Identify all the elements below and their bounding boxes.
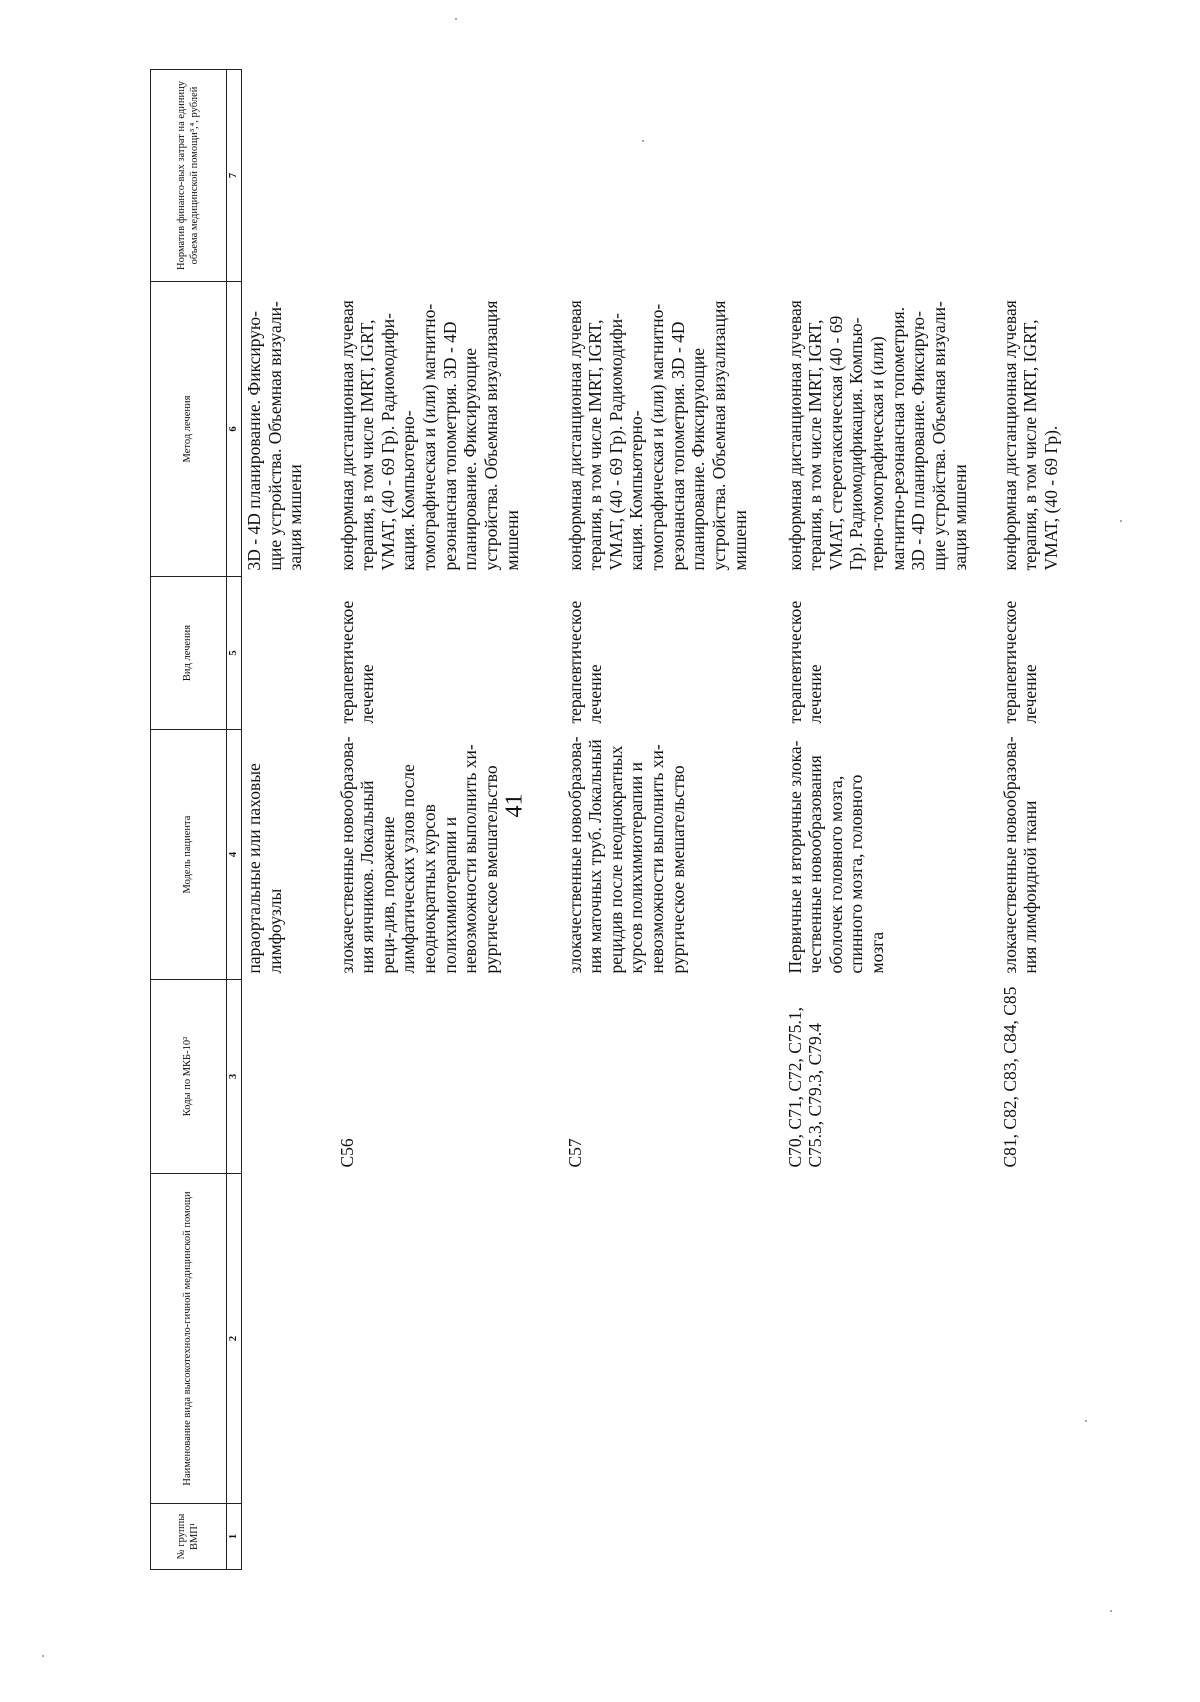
column-number-1: 1 [227, 1504, 242, 1570]
cell-icd-codes: C56 [336, 1138, 357, 1168]
column-number-5: 5 [227, 577, 242, 730]
cell-group-number [997, 1504, 1087, 1570]
cell-vmp-name [997, 1174, 1087, 1504]
column-number-2: 2 [227, 1174, 242, 1504]
cell-treatment-type: терапевтическое лечение [784, 600, 826, 724]
cell-patient-model: злокачественные новообразова-ния яичников. Локальный реци-див, поражение лимфатических узлов после неоднократных курсов полихимиотерапии и невозможности выполнить хи-рургическое вмешательство [336, 736, 502, 974]
cell-treatment-method: 3D - 4D планирование. Фиксирую-щие устройства. Объемная визуали-зация мишени [244, 301, 306, 571]
header-treatment-method: Метод лечения [151, 282, 227, 577]
table-row [782, 70, 997, 1570]
cell-treatment-method: конформная дистанционная лучевая терапия, в том числе IMRT, IGRT, VMAT, (40 - 69 Гр). [999, 300, 1061, 571]
column-number-4: 4 [227, 730, 242, 980]
column-number-row [227, 70, 242, 1570]
treatment-norms-table [150, 69, 1087, 1570]
cell-cost-norm [242, 70, 334, 282]
column-number-7: 7 [227, 70, 242, 282]
cell-treatment-method: конформная дистанционная лучевая терапия, в том числе IMRT, IGRT, VMAT, (40 - 69 Гр). Радиомодифи-кация. Компьютерно-томографическая и (или) магнитно-резонансная топометрия. 3D - 4D планирование. Фиксирующие устройства. Объемная визуализация мишени [336, 300, 522, 571]
scan-speck [1085, 1420, 1087, 1422]
header-vmp-name: Наименование вида высокотехноло-гичной медицинской помощи [151, 1174, 227, 1504]
scan-speck [1110, 1610, 1112, 1612]
table-row [334, 70, 562, 1570]
page-number-text: 41 [501, 793, 528, 817]
cell-patient-model: Первичные и вторичные злока-чественные новообразования оболочек головного мозга, спинного мозга, головного мозга [784, 740, 888, 974]
table-body [242, 70, 1087, 1570]
column-number-3: 3 [227, 980, 242, 1174]
cell-treatment-type [242, 577, 334, 730]
cell-group-number [782, 1504, 997, 1570]
cell-cost-norm [997, 70, 1087, 282]
table-header [151, 70, 242, 1570]
cell-treatment-type: терапевтическое лечение [336, 600, 378, 724]
header-treatment-type: Вид лечения [151, 577, 227, 730]
header-row [151, 70, 227, 1570]
cell-vmp-name [334, 1174, 562, 1504]
table-row [242, 70, 334, 1570]
cell-treatment-method: конформная дистанционная лучевая терапия, в том числе IMRT, IGRT, VMAT, стереотаксическая (40 - 69 Гр). Радиомодификация. Компью-терно-томографическая и (или) магнитно-резонансная топометрия. 3D - 4D планирование. Фиксирую-щие устройства. Объемная визуали-зация мишени [784, 300, 970, 571]
scan-speck [1120, 520, 1122, 522]
cell-cost-norm [782, 70, 997, 282]
table-row [997, 70, 1087, 1570]
cell-vmp-name [562, 1174, 782, 1504]
cell-patient-model: злокачественные новообразова-ния лимфоидной ткани [999, 736, 1041, 974]
header-cost-norm: Норматив финансо-вых затрат на единицу объема медицинской помощи³,⁴, рублей [151, 70, 227, 282]
cell-treatment-type: терапевтическое лечение [999, 600, 1041, 724]
rotated-table-container [150, 70, 1200, 1570]
scan-speck [42, 1655, 44, 1657]
header-icd-codes: Коды по МКБ-10² [151, 980, 227, 1174]
cell-group-number [242, 1504, 334, 1570]
cell-icd-codes: C70, C71, C72, C75.1, C75.3, C79.3, C79.4 [784, 1007, 826, 1168]
cell-group-number [562, 1504, 782, 1570]
cell-treatment-type: терапевтическое лечение [564, 600, 606, 724]
cell-vmp-name [782, 1174, 997, 1504]
column-number-6: 6 [227, 282, 242, 577]
cell-vmp-name [242, 1174, 334, 1504]
cell-icd-codes [242, 980, 334, 1174]
scan-speck [455, 18, 457, 20]
cell-cost-norm [334, 70, 562, 282]
cell-group-number [334, 1504, 562, 1570]
scan-speck [642, 140, 644, 142]
table-row [562, 70, 782, 1570]
header-group-number: № группы ВМП¹ [151, 1504, 227, 1570]
header-patient-model: Модель пациента [151, 730, 227, 980]
cell-icd-codes: C81, C82, C83, C84, C85 [999, 986, 1020, 1168]
cell-icd-codes: C57 [564, 1138, 585, 1168]
cell-cost-norm [562, 70, 782, 282]
cell-patient-model: злокачественные новообразова-ния маточных труб. Локальный рецидив после неоднократных курсов полихимиотерапии и невозможности выполнить хи-рургическое вмешательство [564, 736, 688, 974]
cell-patient-model: параортальные или паховые лимфоузлы [244, 763, 285, 974]
cell-treatment-method: конформная дистанционная лучевая терапия, в том числе IMRT, IGRT, VMAT, (40 - 69 Гр). Радиомодифи-кация. Компьютерно-томографическая и (или) магнитно-резонансная топометрия. 3D - 4D планирование. Фиксирующие устройства. Объемная визуализация мишени [564, 300, 750, 571]
